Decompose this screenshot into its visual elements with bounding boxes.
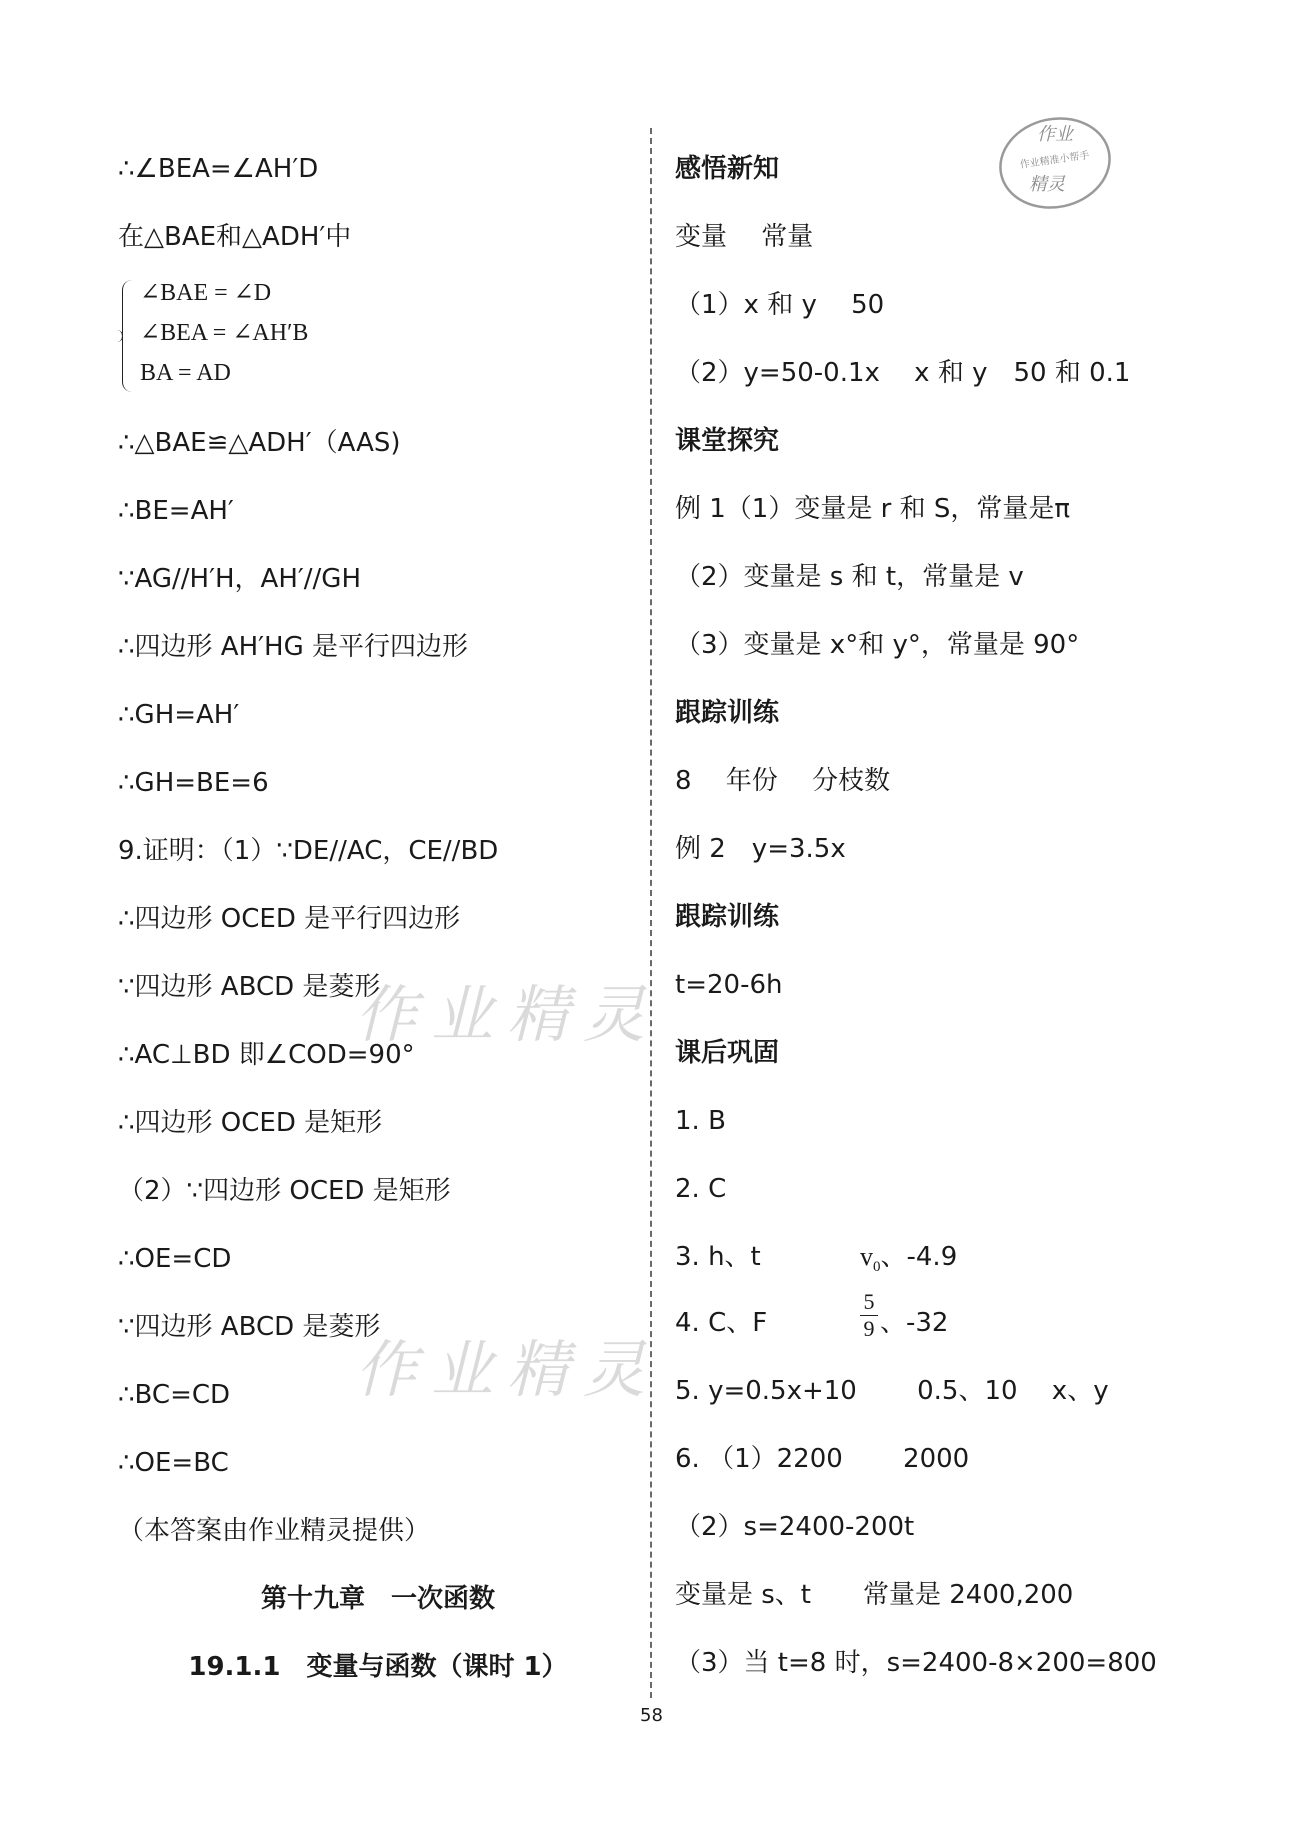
column-divider bbox=[650, 128, 652, 1698]
left-line: 在△BAE和△ADH′中 bbox=[118, 222, 352, 252]
left-line: ∴四边形 OCED 是平行四边形 bbox=[118, 904, 461, 934]
left-line: ∴OE=BC bbox=[118, 1448, 229, 1478]
heading-tracking: 跟踪训练 bbox=[675, 698, 780, 728]
v-subscript: 0 bbox=[873, 1259, 881, 1275]
stamp-top-text: 作业 bbox=[1037, 124, 1073, 145]
system-line: ∠BAE = ∠D bbox=[140, 280, 272, 306]
right-line: 8 年份 分枝数 bbox=[675, 766, 891, 796]
answer-5: 5. y=0.5x+10 0.5、10 x、y bbox=[675, 1376, 1109, 1406]
left-line: ∴GH=AH′ bbox=[118, 700, 240, 730]
left-line: ∵四边形 ABCD 是菱形 bbox=[118, 972, 381, 1002]
section-title: 19.1.1 变量与函数（课时 1） bbox=[188, 1652, 568, 1682]
answer-2: 2. C bbox=[675, 1174, 727, 1204]
right-line: 变量 常量 bbox=[675, 222, 814, 252]
right-line: （1）x 和 y 50 bbox=[675, 290, 885, 320]
left-line: ∴AC⊥BD 即∠COD=90° bbox=[118, 1040, 415, 1070]
answer-3-tail: 、-4.9 bbox=[880, 1242, 958, 1272]
watermark: 作业精灵 bbox=[355, 1333, 660, 1406]
left-line: ∴GH=BE=6 bbox=[118, 768, 269, 798]
right-line: （3）当 t=8 时，s=2400-8×200=800 bbox=[675, 1648, 1157, 1678]
left-line: ∴OE=CD bbox=[118, 1244, 232, 1274]
right-line: （2）s=2400-200t bbox=[675, 1512, 915, 1542]
right-line: （2）变量是 s 和 t，常量是 v bbox=[675, 562, 1024, 592]
v-symbol: v bbox=[860, 1242, 873, 1271]
left-line: ∴四边形 OCED 是矩形 bbox=[118, 1108, 383, 1138]
fraction-denominator: 9 bbox=[863, 1316, 875, 1341]
system-line: BA = AD bbox=[140, 360, 231, 386]
left-line: ∴四边形 AH′HG 是平行四边形 bbox=[118, 632, 469, 662]
system-line: ∠BEA = ∠AH′B bbox=[140, 320, 309, 346]
right-line: t=20-6h bbox=[675, 970, 783, 1000]
left-line: ∴∠BEA=∠AH′D bbox=[118, 154, 319, 184]
stamp-bottom-text: 精灵 bbox=[1029, 174, 1065, 195]
credit-note: （本答案由作业精灵提供） bbox=[118, 1516, 431, 1546]
answer-4-tail: 、-32 bbox=[880, 1308, 949, 1338]
right-line: 例 1（1）变量是 r 和 S，常量是π bbox=[675, 494, 1070, 524]
answer-3-constants bbox=[860, 1240, 957, 1284]
watermark: 作业精灵 bbox=[355, 978, 660, 1051]
fraction-five-ninths bbox=[860, 1290, 878, 1341]
right-line: 变量是 s、t 常量是 2400,200 bbox=[675, 1580, 1074, 1610]
chapter-title: 第十九章 一次函数 bbox=[260, 1584, 495, 1614]
answer-4: 4. C、F bbox=[675, 1308, 768, 1338]
fraction-numerator: 5 bbox=[863, 1289, 875, 1314]
stamp-middle-text: 作业精准小帮手 bbox=[1019, 150, 1091, 171]
right-line: 例 2 y=3.5x bbox=[675, 834, 846, 864]
left-line: ∵四边形 ABCD 是菱形 bbox=[118, 1312, 381, 1342]
left-brace bbox=[122, 280, 133, 392]
page-number: 58 bbox=[640, 1705, 663, 1726]
heading-tracking: 跟踪训练 bbox=[675, 902, 780, 932]
left-line: （2）∵四边形 OCED 是矩形 bbox=[118, 1176, 451, 1206]
answer-6: 6. （1）2200 2000 bbox=[675, 1444, 970, 1474]
left-line: ∴△BAE≌△ADH′（AAS) bbox=[118, 428, 401, 458]
answer-1: 1. B bbox=[675, 1106, 726, 1136]
left-line: 9.证明：（1）∵DE//AC，CE//BD bbox=[118, 836, 499, 866]
heading-classroom: 课堂探究 bbox=[675, 426, 780, 456]
left-line: ∴BE=AH′ bbox=[118, 496, 234, 526]
heading-consolidation: 课后巩固 bbox=[675, 1038, 780, 1068]
equation-system bbox=[122, 280, 382, 392]
stamp-logo bbox=[995, 108, 1115, 218]
heading-new-knowledge: 感悟新知 bbox=[675, 154, 780, 184]
right-line: （2）y=50-0.1x x 和 y 50 和 0.1 bbox=[675, 358, 1131, 388]
left-line: ∴BC=CD bbox=[118, 1380, 231, 1410]
answer-3: 3. h、t bbox=[675, 1242, 761, 1272]
left-line: ∵AG//H′H，AH′//GH bbox=[118, 564, 362, 594]
right-line: （3）变量是 x°和 y°，常量是 90° bbox=[675, 630, 1080, 660]
